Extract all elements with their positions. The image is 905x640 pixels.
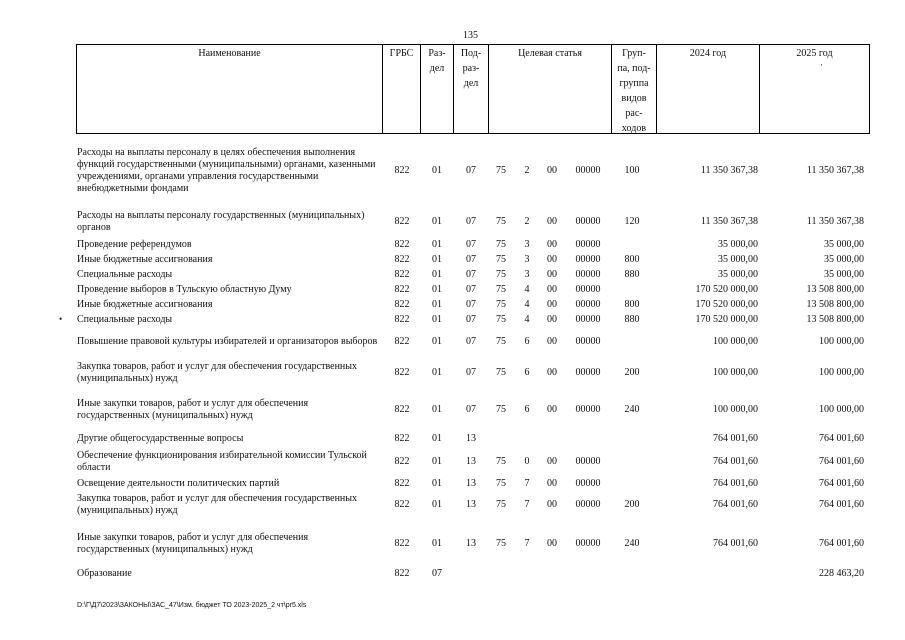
target-article-main: 00 <box>547 336 557 347</box>
amount-2025: 100 000,00 <box>819 404 864 415</box>
target-article-main: 00 <box>547 284 557 295</box>
subsection-code <box>456 566 486 582</box>
amount-2024: 170 520 000,00 <box>695 284 758 295</box>
target-article-program: 75 <box>496 284 506 295</box>
table-row <box>0 328 905 356</box>
target-article-program <box>490 432 512 446</box>
target-article-program: 75 <box>496 239 506 250</box>
amount-2024: 764 001,60 <box>713 499 758 510</box>
subsection-code: 07 <box>466 239 476 250</box>
table-row <box>0 253 905 267</box>
grbs-code: 822 <box>394 456 410 467</box>
grbs-code: 822 <box>394 568 410 579</box>
target-article-program: 75 <box>496 478 506 489</box>
grbs-code: 822 <box>394 538 410 549</box>
row-name: Проведение референдумов <box>77 239 192 250</box>
expense-type-code: 200 <box>624 367 640 378</box>
grbs-code: 822 <box>394 314 410 325</box>
target-article-direction: 00000 <box>575 367 601 378</box>
target-article-direction <box>568 566 608 582</box>
target-article-sub: 3 <box>524 239 530 250</box>
row-name: Закупка товаров, работ и услуг для обеспечения государственных (муниципальных) нужд <box>77 493 358 516</box>
amount-2024: 170 520 000,00 <box>695 299 758 310</box>
row-name: Проведение выборов в Тульскую областную Думу <box>77 284 292 295</box>
section-code: 01 <box>432 336 442 347</box>
target-article-program: 75 <box>496 538 506 549</box>
expense-type-code <box>612 477 652 491</box>
amount-2025: 100 000,00 <box>819 336 864 347</box>
expense-type-code: 100 <box>624 165 640 176</box>
target-article-sub: 3 <box>524 254 530 265</box>
row-name: Повышение правовой культуры избирателей и организаторов выборов <box>77 336 378 347</box>
subsection-code: 07 <box>466 367 476 378</box>
table-row <box>0 283 905 297</box>
target-article-direction: 00000 <box>575 478 601 489</box>
amount-2024: 764 001,60 <box>713 433 758 444</box>
row-name: Освещение деятельности политических партий <box>77 478 280 489</box>
target-article-main <box>540 432 564 446</box>
target-article-main <box>540 566 564 582</box>
grbs-code: 822 <box>394 216 410 227</box>
header-expense-type: Груп- па, под- группа видов рас- ходов <box>617 48 651 134</box>
target-article-sub: 7 <box>524 538 530 549</box>
target-article-direction: 00000 <box>575 299 601 310</box>
table-row <box>0 432 905 446</box>
row-name: Специальные расходы <box>77 314 173 325</box>
target-article-main: 00 <box>547 269 557 280</box>
file-path-footer: D:\Г\Д7\2023\ЗАКОНЫ\ЗАС_47\Изм. бюджет ТО 2023-2025_2 чт\pr5.xls <box>77 602 307 609</box>
expense-type-code <box>612 449 652 475</box>
amount-2024: 35 000,00 <box>718 239 758 250</box>
target-article-program: 75 <box>496 499 506 510</box>
subsection-code: 13 <box>466 499 476 510</box>
table-row <box>0 492 905 518</box>
amount-2024: 764 001,60 <box>713 456 758 467</box>
target-article-main: 00 <box>547 165 557 176</box>
target-article-program: 75 <box>496 299 506 310</box>
expense-type-code <box>612 328 652 356</box>
amount-2025: 764 001,60 <box>819 433 864 444</box>
grbs-code: 822 <box>394 269 410 280</box>
row-name: Иные бюджетные ассигнования <box>77 254 213 265</box>
subsection-code: 07 <box>466 269 476 280</box>
grbs-code: 822 <box>394 478 410 489</box>
expense-type-code: 240 <box>624 404 640 415</box>
amount-2025: 764 001,60 <box>819 478 864 489</box>
section-code: 01 <box>432 433 442 444</box>
table-row <box>0 238 905 252</box>
target-article-direction: 00000 <box>575 456 601 467</box>
page-number: 135 <box>463 30 478 41</box>
subsection-code: 07 <box>466 284 476 295</box>
subsection-code: 13 <box>466 538 476 549</box>
table-row <box>0 298 905 312</box>
subsection-code: 07 <box>466 404 476 415</box>
target-article-sub: 6 <box>524 404 530 415</box>
header-target-article: Целевая статья <box>518 48 582 59</box>
amount-2024: 764 001,60 <box>713 538 758 549</box>
section-code: 01 <box>432 499 442 510</box>
target-article-main: 00 <box>547 538 557 549</box>
amount-2025: 13 508 800,00 <box>806 284 864 295</box>
row-name: Другие общегосударственные вопросы <box>77 433 244 444</box>
target-article-direction: 00000 <box>575 284 601 295</box>
subsection-code: 13 <box>466 433 476 444</box>
grbs-code: 822 <box>394 239 410 250</box>
subsection-code: 07 <box>466 299 476 310</box>
header-razdel: Раз- дел <box>428 48 446 74</box>
section-code: 01 <box>432 478 442 489</box>
amount-2025: 764 001,60 <box>819 499 864 510</box>
table-row <box>0 143 905 199</box>
header-year-2025: 2025 год <box>796 48 833 59</box>
grbs-code: 822 <box>394 499 410 510</box>
amount-2025: 100 000,00 <box>819 367 864 378</box>
target-article-program: 75 <box>496 367 506 378</box>
target-article-program: 75 <box>496 404 506 415</box>
target-article-program: 75 <box>496 456 506 467</box>
section-code: 01 <box>432 367 442 378</box>
target-article-sub: 4 <box>524 299 530 310</box>
expense-type-code <box>612 566 652 582</box>
amount-2025: 35 000,00 <box>824 239 864 250</box>
expense-type-code <box>612 432 652 446</box>
grbs-code: 822 <box>394 367 410 378</box>
target-article-main: 00 <box>547 367 557 378</box>
target-article-sub: 2 <box>524 165 530 176</box>
grbs-code: 822 <box>394 254 410 265</box>
target-article-direction <box>568 432 608 446</box>
table-row <box>0 313 905 327</box>
amount-2024: 11 350 367,38 <box>700 165 758 176</box>
row-name: Обеспечение функционирования избирательной комиссии Тульской области <box>77 450 367 473</box>
target-article-program: 75 <box>496 216 506 227</box>
grbs-code: 822 <box>394 284 410 295</box>
table-row <box>0 449 905 475</box>
subsection-code: 07 <box>466 165 476 176</box>
subsection-code: 07 <box>466 216 476 227</box>
subsection-code: 07 <box>466 314 476 325</box>
section-code: 01 <box>432 299 442 310</box>
grbs-code: 822 <box>394 336 410 347</box>
header-name: Наименование <box>198 48 261 59</box>
amount-2024: 764 001,60 <box>713 478 758 489</box>
expense-type-code: 120 <box>624 216 640 227</box>
amount-2024: 100 000,00 <box>713 404 758 415</box>
section-code: 01 <box>432 165 442 176</box>
amount-2025: 13 508 800,00 <box>806 299 864 310</box>
grbs-code: 822 <box>394 404 410 415</box>
target-article-main: 00 <box>547 216 557 227</box>
target-article-sub: 4 <box>524 314 530 325</box>
amount-2024: 170 520 000,00 <box>695 314 758 325</box>
target-article-direction: 00000 <box>575 254 601 265</box>
row-name: Специальные расходы <box>77 269 173 280</box>
target-article-main: 00 <box>547 299 557 310</box>
amount-2025: 35 000,00 <box>824 254 864 265</box>
row-name: Иные закупки товаров, работ и услуг для обеспечения государственных (муниципальных) нужд <box>77 398 309 421</box>
section-code: 01 <box>432 538 442 549</box>
target-article-sub <box>518 432 536 446</box>
row-name: Расходы на выплаты персоналу в целях обеспечения выполнения функций государственными (муниципальными) органами, казенными учреждениями, органами управления государственными внебюджетными фондами <box>77 147 376 194</box>
header-grbs: ГРБС <box>389 48 414 59</box>
amount-2025: 764 001,60 <box>819 538 864 549</box>
row-name: Закупка товаров, работ и услуг для обеспечения государственных (муниципальных) нужд <box>77 361 358 384</box>
subsection-code: 13 <box>466 456 476 467</box>
target-article-sub <box>518 566 536 582</box>
target-article-sub: 2 <box>524 216 530 227</box>
row-name: Образование <box>77 568 132 579</box>
target-article-main: 00 <box>547 404 557 415</box>
target-article-sub: 3 <box>524 269 530 280</box>
target-article-sub: 4 <box>524 284 530 295</box>
amount-2024 <box>660 566 758 582</box>
amount-2025: 11 350 367,38 <box>806 216 864 227</box>
target-article-main: 00 <box>547 254 557 265</box>
grbs-code: 822 <box>394 433 410 444</box>
section-code: 01 <box>432 239 442 250</box>
section-code: 01 <box>432 404 442 415</box>
amount-2025: 764 001,60 <box>819 456 864 467</box>
target-article-direction: 00000 <box>575 269 601 280</box>
section-code: 01 <box>432 456 442 467</box>
subsection-code: 13 <box>466 478 476 489</box>
amount-2024: 100 000,00 <box>713 336 758 347</box>
header-year-2024: 2024 год <box>689 48 727 59</box>
expense-type-code: 880 <box>624 269 640 280</box>
target-article-direction: 00000 <box>575 314 601 325</box>
table-row <box>0 396 905 424</box>
amount-2024: 35 000,00 <box>718 254 758 265</box>
table-row <box>0 268 905 282</box>
section-code: 01 <box>432 314 442 325</box>
section-code: 01 <box>432 284 442 295</box>
target-article-main: 00 <box>547 456 557 467</box>
subsection-code: 07 <box>466 336 476 347</box>
amount-2025: 13 508 800,00 <box>806 314 864 325</box>
table-row <box>0 359 905 387</box>
table-row <box>0 566 905 582</box>
section-code: 01 <box>432 269 442 280</box>
grbs-code: 822 <box>394 299 410 310</box>
target-article-direction: 00000 <box>575 239 601 250</box>
target-article-program: 75 <box>496 269 506 280</box>
target-article-direction: 00000 <box>575 165 601 176</box>
target-article-main: 00 <box>547 499 557 510</box>
target-article-direction: 00000 <box>575 336 601 347</box>
row-name: Иные закупки товаров, работ и услуг для обеспечения государственных (муниципальных) нужд <box>77 532 309 555</box>
section-code: 07 <box>432 568 442 579</box>
amount-2025: 35 000,00 <box>824 269 864 280</box>
row-name: Расходы на выплаты персоналу государственных (муниципальных) органов <box>77 210 365 233</box>
subsection-code: 07 <box>466 254 476 265</box>
expense-type-code: 240 <box>624 538 640 549</box>
amount-2024: 100 000,00 <box>713 367 758 378</box>
expense-type-code: 200 <box>624 499 640 510</box>
target-article-sub: 6 <box>524 336 530 347</box>
row-name: Иные бюджетные ассигнования <box>77 299 213 310</box>
expense-type-code: 880 <box>624 314 640 325</box>
target-article-sub: 7 <box>524 499 530 510</box>
target-article-program: 75 <box>496 165 506 176</box>
target-article-main: 00 <box>547 314 557 325</box>
target-article-main: 00 <box>547 478 557 489</box>
target-article-sub: 7 <box>524 478 530 489</box>
expense-type-code <box>612 238 652 252</box>
table-row <box>0 209 905 235</box>
target-article-program: 75 <box>496 254 506 265</box>
expense-type-code: 800 <box>624 254 640 265</box>
target-article-direction: 00000 <box>575 538 601 549</box>
expense-type-code <box>612 283 652 297</box>
table-row <box>0 531 905 557</box>
target-article-main: 00 <box>547 239 557 250</box>
expense-type-code: 800 <box>624 299 640 310</box>
section-code: 01 <box>432 254 442 265</box>
target-article-direction: 00000 <box>575 216 601 227</box>
amount-2025: 228 463,20 <box>819 568 864 579</box>
row-marker: • <box>59 314 63 324</box>
table-row <box>0 477 905 491</box>
section-code: 01 <box>432 216 442 227</box>
target-article-direction: 00000 <box>575 404 601 415</box>
grbs-code: 822 <box>394 165 410 176</box>
target-article-sub: 0 <box>524 456 530 467</box>
header-podrazdel: Под- раз- дел <box>460 48 482 89</box>
amount-2024: 35 000,00 <box>718 269 758 280</box>
amount-2025: 11 350 367,38 <box>806 165 864 176</box>
target-article-direction: 00000 <box>575 499 601 510</box>
target-article-program <box>490 566 512 582</box>
amount-2024: 11 350 367,38 <box>700 216 758 227</box>
target-article-program: 75 <box>496 314 506 325</box>
target-article-sub: 6 <box>524 367 530 378</box>
target-article-program: 75 <box>496 336 506 347</box>
